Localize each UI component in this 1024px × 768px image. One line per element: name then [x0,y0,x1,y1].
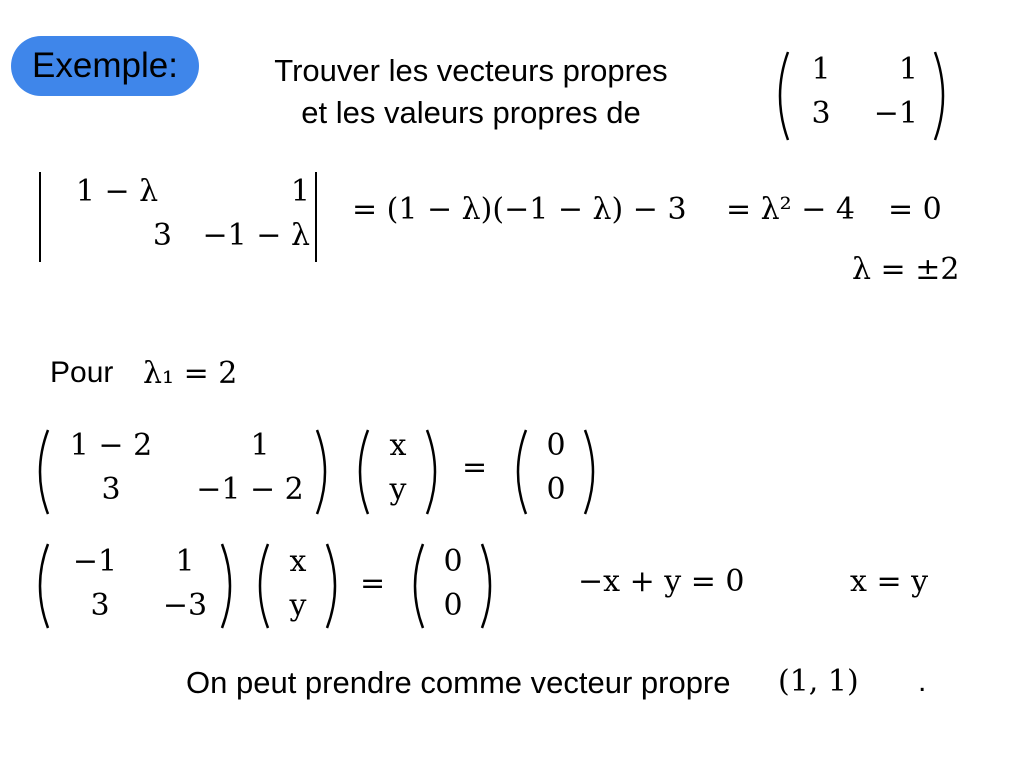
vector-xy [350,428,445,516]
matrix-a-cell-21: 3 [811,96,831,131]
matrix-a-cell-12: 1 [898,52,918,87]
left-paren [770,50,790,142]
cell-11: 1 − 2 [69,428,153,463]
left-paren [508,428,528,516]
cell-21: 3 [101,472,121,507]
statement-line-2: et les valeurs propres de [301,95,641,130]
equals-zero: = 0 [888,192,942,227]
left-paren [30,542,50,630]
eigenvector: (1, 1) [778,664,859,699]
det-cell-12: 1 [290,174,310,209]
zero-b: 0 [546,472,566,507]
zero-a: 0 [546,428,566,463]
linear-equation: −x + y = 0 [578,564,745,599]
conclusion-text: On peut prendre comme vecteur propre [186,665,731,700]
right-paren [325,542,345,630]
left-paren [405,542,425,630]
statement-line-1: Trouver les vecteurs propres [274,53,668,88]
example-badge [11,36,199,96]
solution-relation: x = y [850,564,929,599]
zero-vector [508,428,603,516]
cell-12: 1 [250,428,270,463]
zero-vector-2 [405,542,500,630]
conclusion-period: . [918,665,927,698]
determinant [30,170,330,262]
matrix-a [770,50,955,142]
equals-sign: = [462,450,488,485]
det-cell-11: 1 − λ [75,174,159,209]
vec-y: y [289,588,307,623]
matrix-a-minus-2i [30,428,335,516]
right-paren [933,50,953,142]
problem-statement [236,50,706,134]
eigenvalues: λ = ±2 [852,252,960,287]
vec-x: x [289,544,307,579]
left-paren [350,428,370,516]
zero-b: 0 [443,588,463,623]
vec-x: x [389,428,407,463]
right-paren [220,542,240,630]
matrix-a-cell-11: 1 [811,52,831,87]
cell-21: 3 [90,588,110,623]
det-left-bar [38,172,42,262]
left-paren [30,428,50,516]
right-paren [583,428,603,516]
char-expansion: = (1 − λ)(−1 − λ) − 3 [352,192,687,227]
char-polynomial: = λ² − 4 [726,192,856,227]
det-right-bar [314,172,318,262]
cell-12: 1 [175,544,195,579]
pour-label: Pour [50,356,114,389]
vec-y: y [389,472,407,507]
matrix-simplified [30,542,240,630]
vector-xy-2 [250,542,345,630]
det-cell-21: 3 [152,218,172,253]
left-paren [250,542,270,630]
cell-22: −3 [162,588,208,623]
matrix-a-cell-22: −1 [873,96,918,131]
right-paren [315,428,335,516]
zero-a: 0 [443,544,463,579]
right-paren [425,428,445,516]
cell-22: −1 − 2 [196,472,304,507]
lambda-1: λ₁ = 2 [143,356,238,391]
equals-sign-2: = [360,566,386,601]
cell-11: −1 [72,544,118,579]
right-paren [480,542,500,630]
example-badge-label: Exemple: [32,46,178,85]
det-cell-22: −1 − λ [202,218,310,253]
